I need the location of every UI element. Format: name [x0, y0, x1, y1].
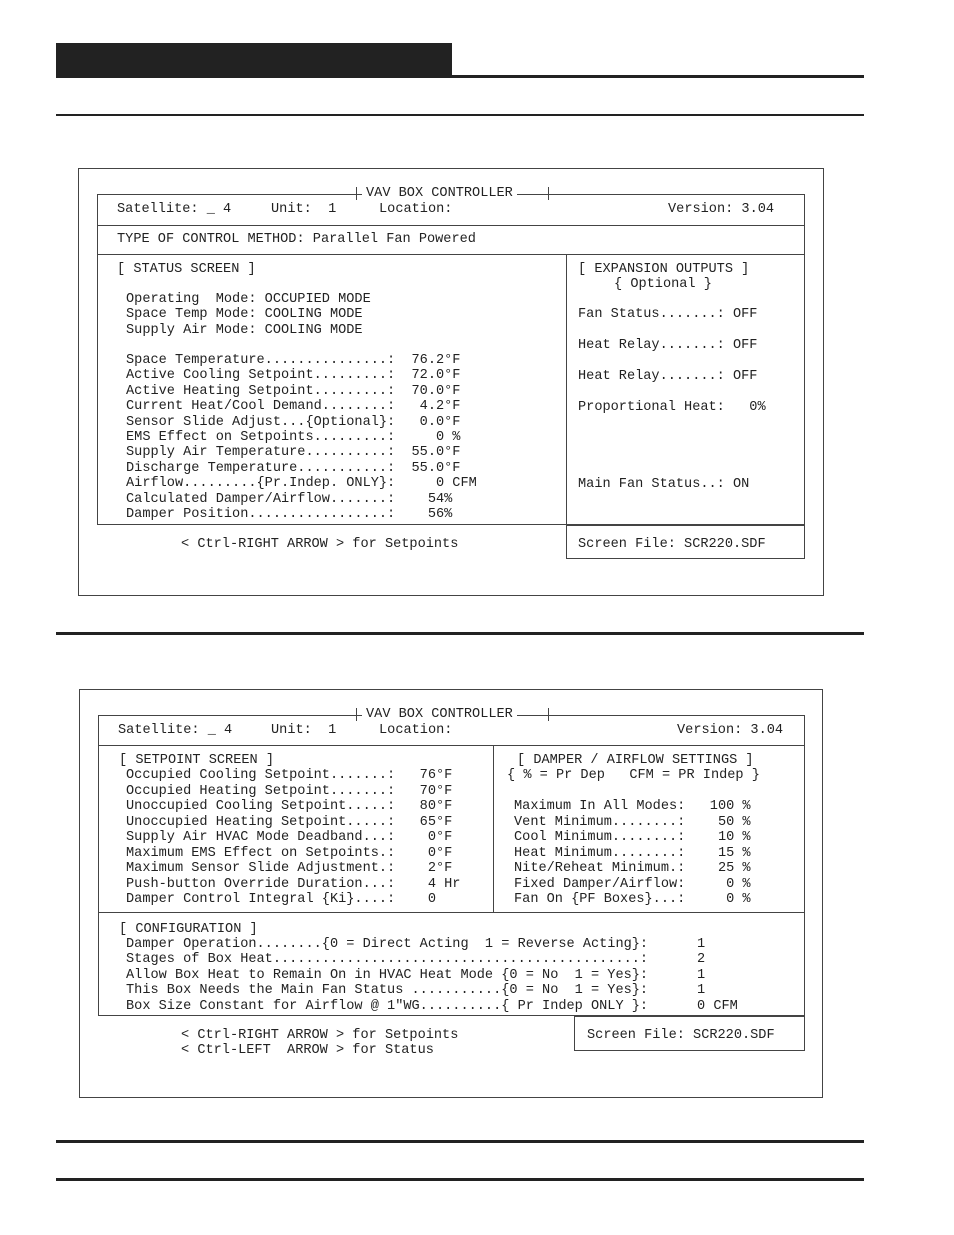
window-title: VAV BOX CONTROLLER: [362, 186, 517, 201]
location-field: Location:: [379, 202, 453, 217]
reading-sensor-slide-adjust: Sensor Slide Adjust...{Optional}: 0.0°F: [126, 414, 461, 430]
damper-settings-legend: { % = Pr Dep CFM = PR Indep }: [507, 768, 760, 783]
setpoint-occupied-cooling: Occupied Cooling Setpoint.......: 76°F: [126, 768, 453, 783]
reading-discharge-temperature: Discharge Temperature...........: 55.0°F: [126, 460, 461, 476]
status-column-divider: [566, 255, 567, 559]
status-screen-heading: [ STATUS SCREEN ]: [117, 262, 256, 277]
setpoint-unoccupied-cooling: Unoccupied Cooling Setpoint.....: 80°F: [126, 799, 453, 814]
damper-fan-on-pf: Fan On {PF Boxes}...: 0 %: [514, 892, 751, 907]
configuration-heading: [ CONFIGURATION ]: [119, 922, 258, 937]
control-method: TYPE OF CONTROL METHOD: Parallel Fan Powered: [117, 232, 476, 247]
section-rule-lower: [56, 1140, 864, 1143]
config-divider: [98, 912, 805, 913]
satellite-field: Satellite: _ 4: [117, 202, 232, 217]
unit-field: Unit: 1: [271, 202, 337, 217]
nav-hint-setpoints: < Ctrl-RIGHT ARROW > for Setpoints: [181, 537, 459, 552]
setpoint-override-duration: Push-button Override Duration...: 4 Hr: [126, 876, 461, 892]
setpoint-unoccupied-heating: Unoccupied Heating Setpoint.....: 65°F: [126, 814, 453, 830]
expansion-proportional-heat: Proportional Heat: 0%: [578, 400, 766, 415]
expansion-heat-relay-2: Heat Relay.......: OFF: [578, 369, 758, 384]
space-temp-mode: Space Temp Mode: COOLING MODE: [126, 307, 363, 323]
section-rule-middle: [56, 632, 864, 635]
reading-active-heating-setpoint: Active Heating Setpoint.........: 70.0°F: [126, 383, 461, 399]
setpoint-column-divider: [493, 745, 494, 912]
reading-calculated-damper: Calculated Damper/Airflow.......: 54%: [126, 491, 453, 507]
version-field: Version: 3.04: [668, 202, 775, 217]
setpoint-max-slide-adjust: Maximum Sensor Slide Adjustment.: 2°F: [126, 861, 453, 876]
title-tick-right: [548, 187, 549, 200]
damper-vent-minimum: Vent Minimum........: 50 %: [514, 814, 751, 830]
operating-mode: Operating Mode: OCCUPIED MODE: [126, 292, 371, 307]
damper-nite-reheat-minimum: Nite/Reheat Minimum.: 25 %: [514, 861, 751, 876]
header-divider-2: [98, 745, 805, 746]
expansion-outputs-heading: [ EXPANSION OUTPUTS ]: [578, 262, 750, 277]
location-field-2: Location:: [379, 723, 453, 738]
supply-air-mode: Supply Air Mode: COOLING MODE: [126, 322, 363, 338]
setpoint-screen-heading: [ SETPOINT SCREEN ]: [119, 753, 274, 768]
screen-file-label: Screen File: SCR220.SDF: [578, 537, 766, 552]
unit-field-2: Unit: 1: [271, 723, 337, 738]
version-field-2: Version: 3.04: [677, 723, 784, 738]
config-allow-box-heat: Allow Box Heat to Remain On in HVAC Heat Mode {0 = No 1 = Yes}: 1: [126, 967, 706, 983]
reading-heat-cool-demand: Current Heat/Cool Demand........: 4.2°F: [126, 399, 461, 415]
nav-hint-setpoints-2: < Ctrl-RIGHT ARROW > for Setpoints: [181, 1028, 459, 1043]
reading-supply-air-temperature: Supply Air Temperature..........: 55.0°F: [126, 445, 461, 461]
screen-file-label-2: Screen File: SCR220.SDF: [587, 1028, 775, 1043]
section-rule-top: [56, 114, 864, 116]
reading-space-temperature: Space Temperature...............: 76.2°F: [126, 353, 461, 368]
title2-tick-right: [548, 708, 549, 721]
expansion-optional-note: { Optional }: [614, 277, 712, 292]
config-stages-box-heat: Stages of Box Heat.............................................: 2: [126, 952, 706, 968]
nav-hint-status: < Ctrl-LEFT ARROW > for Status: [181, 1043, 434, 1058]
config-main-fan-status: This Box Needs the Main Fan Status ...........{0 = No 1 = Yes}: 1: [126, 983, 706, 999]
setpoint-max-ems-effect: Maximum EMS Effect on Setpoints.: 0°F: [126, 845, 453, 861]
damper-fixed-airflow: Fixed Damper/Airflow: 0 %: [514, 876, 751, 892]
reading-ems-effect: EMS Effect on Setpoints.........: 0 %: [126, 430, 461, 445]
config-box-size-constant: Box Size Constant for Airflow @ 1"WG..........{ Pr Indep ONLY }: 0 CFM: [126, 998, 738, 1014]
damper-max-all-modes: Maximum In All Modes: 100 %: [514, 799, 751, 814]
footer-rule: [56, 1178, 864, 1181]
title2-tick-left: [356, 708, 357, 721]
expansion-heat-relay-1: Heat Relay.......: OFF: [578, 338, 758, 353]
header-tab: [56, 43, 452, 77]
setpoint-mode-deadband: Supply Air HVAC Mode Deadband...: 0°F: [126, 830, 453, 845]
expansion-fan-status: Fan Status.......: OFF: [578, 307, 758, 322]
window-title-2: VAV BOX CONTROLLER: [362, 707, 517, 722]
damper-cool-minimum: Cool Minimum........: 10 %: [514, 830, 751, 845]
setpoint-occupied-heating: Occupied Heating Setpoint.......: 70°F: [126, 783, 453, 799]
reading-airflow: Airflow.........{Pr.Indep. ONLY}: 0 CFM: [126, 476, 477, 492]
header-rule: [56, 75, 864, 78]
title-tick-left: [356, 187, 357, 200]
reading-active-cooling-setpoint: Active Cooling Setpoint.........: 72.0°F: [126, 368, 461, 384]
satellite-field-2: Satellite: _ 4: [118, 723, 233, 738]
config-damper-operation: Damper Operation........{0 = Direct Acting 1 = Reverse Acting}: 1: [126, 937, 706, 952]
damper-settings-heading: [ DAMPER / AIRFLOW SETTINGS ]: [517, 753, 754, 768]
setpoint-damper-integral: Damper Control Integral {Ki}....: 0: [126, 892, 436, 907]
damper-heat-minimum: Heat Minimum........: 15 %: [514, 845, 751, 861]
expansion-main-fan-status: Main Fan Status..: ON: [578, 477, 750, 492]
reading-damper-position: Damper Position.................: 56%: [126, 507, 453, 522]
